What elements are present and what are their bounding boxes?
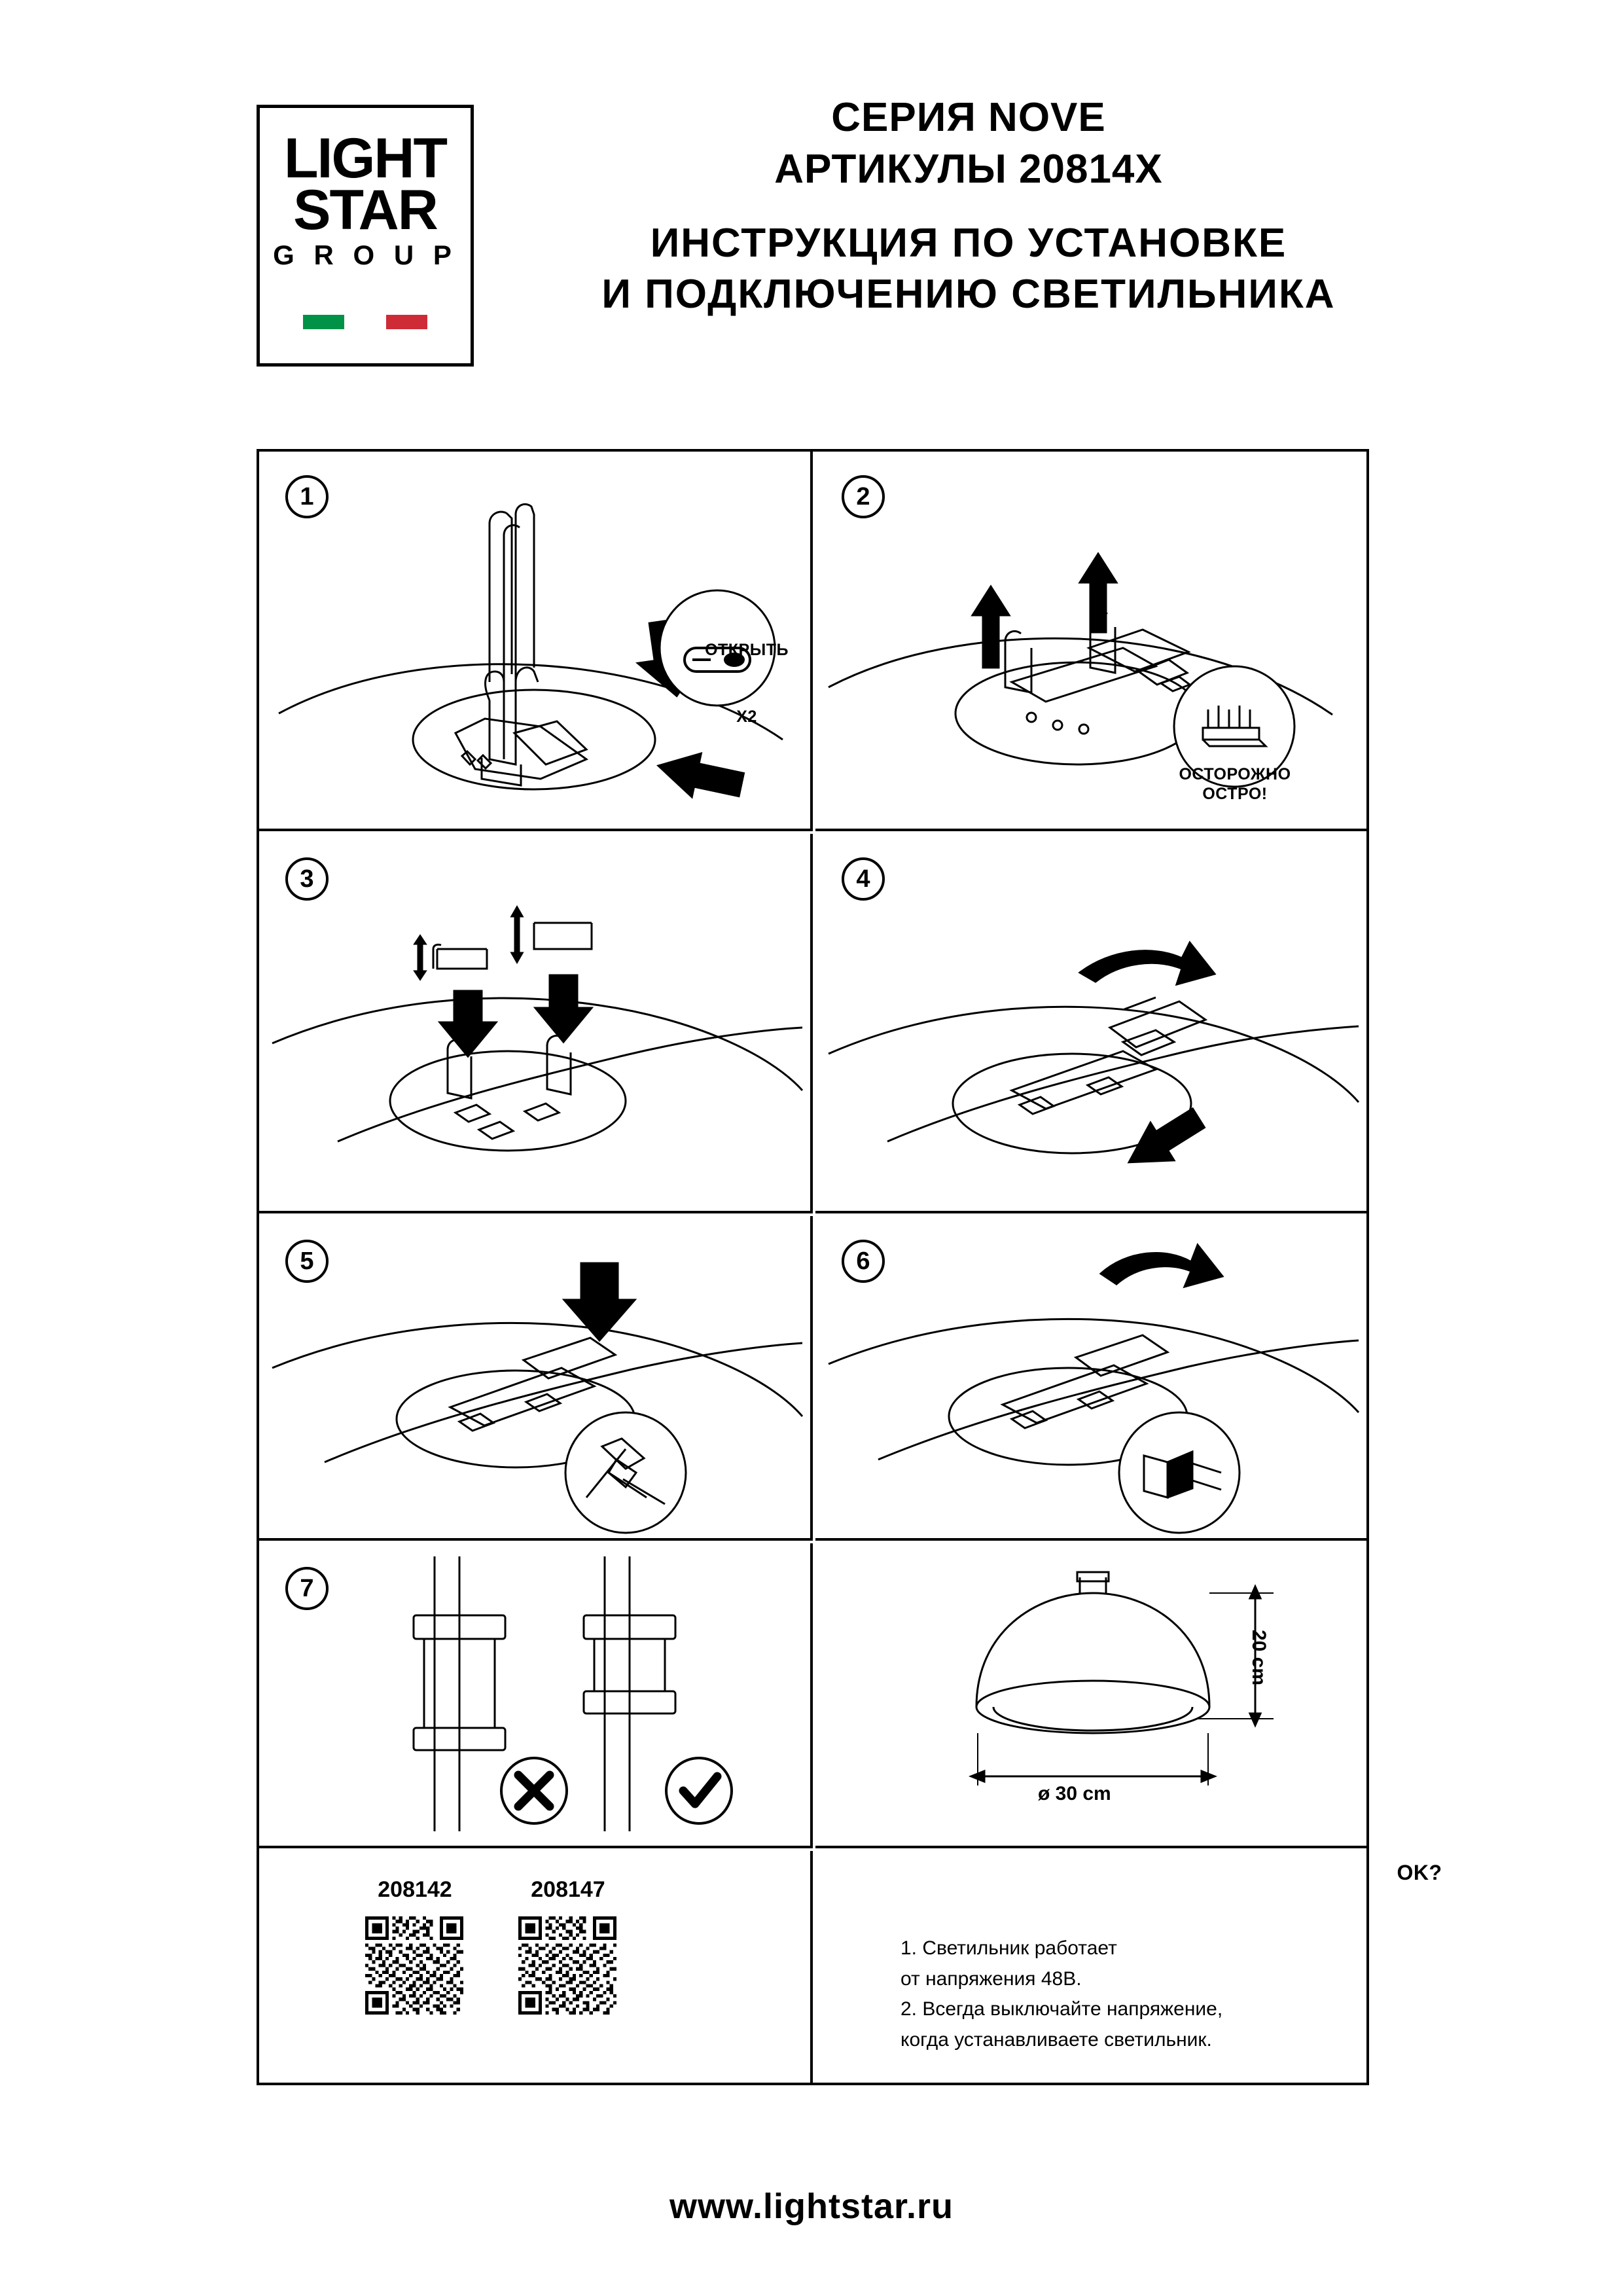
arrow-down-icon-right	[535, 975, 592, 1042]
step-3-number: 3	[285, 857, 329, 901]
italy-flag-icon	[303, 315, 427, 329]
warning-line-2: ОСТРО!	[1202, 785, 1268, 803]
code-label-1: 208142	[378, 1877, 452, 1902]
step-5-illustration	[259, 1216, 813, 1541]
instruction-grid	[257, 449, 1442, 2085]
arrow-left-icon	[654, 745, 746, 807]
step-4-illustration	[815, 834, 1369, 1213]
step-1-x2-label: X2	[736, 708, 757, 726]
arrow-curved-icon	[1080, 942, 1215, 984]
footer-website[interactable]: www.lightstar.ru	[669, 2187, 954, 2226]
logo-line-1: LIGHT	[284, 127, 446, 190]
height-dimension-label: 20 cm	[1248, 1630, 1270, 1686]
step-1-cell	[259, 452, 813, 831]
step-1-number: 1	[285, 475, 329, 518]
step-3-illustration	[259, 834, 813, 1213]
step-4-cell	[815, 834, 1369, 1213]
step-2-warning-label	[1174, 764, 1296, 804]
logo-text-block	[260, 127, 471, 271]
step-6-ok-text: OK?	[1397, 1861, 1442, 1884]
step-3-cell	[259, 834, 813, 1213]
step-6-number: 6	[842, 1240, 885, 1283]
brand-logo	[257, 105, 474, 367]
arrow-up-icon-right	[1080, 554, 1116, 632]
qr-code-208147[interactable]	[518, 1916, 616, 2015]
arrow-up-right-icon	[1117, 1100, 1211, 1181]
arrow-curved-icon	[1101, 1245, 1222, 1287]
step-5-cell	[259, 1216, 813, 1541]
qr-code-208142[interactable]	[365, 1916, 463, 2015]
instruction-line-1: ИНСТРУКЦИЯ ПО УСТАНОВКЕ	[650, 220, 1287, 266]
note-line-2: от напряжения 48В.	[901, 1967, 1082, 1990]
diameter-dimension-label: ø 30 cm	[1038, 1783, 1111, 1804]
step-1-open-label: ОТКРЫТЬ	[705, 641, 789, 659]
dimensions-cell	[815, 1543, 1369, 1848]
note-line-3: 2. Всегда выключайте напряжение,	[901, 1998, 1223, 2020]
step-7-illustration	[259, 1543, 813, 1848]
step-2-number: 2	[842, 475, 885, 518]
step-2-cell	[815, 452, 1369, 831]
arrow-up-icon-left	[972, 586, 1009, 668]
article-title: АРТИКУЛЫ 20814X	[774, 147, 1163, 192]
step-5-number: 5	[285, 1240, 329, 1283]
logo-line-2: STAR	[293, 179, 437, 242]
instruction-line-2: И ПОДКЛЮЧЕНИЮ СВЕТИЛЬНИКА	[601, 271, 1336, 317]
code-label-2: 208147	[531, 1877, 605, 1902]
step-7-cell	[259, 1543, 813, 1848]
step-6-illustration	[815, 1216, 1369, 1541]
header-titles	[510, 92, 1427, 320]
step-4-number: 4	[842, 857, 885, 901]
notes-text	[901, 1933, 1359, 2055]
qr-codes-cell	[259, 1851, 813, 2085]
note-line-1: 1. Светильник работает	[901, 1937, 1117, 1959]
series-title: СЕРИЯ NOVE	[831, 95, 1106, 140]
page-header	[0, 0, 1623, 406]
note-line-4: когда устанавливаете светильник.	[901, 2028, 1212, 2051]
notes-cell	[815, 1851, 1369, 2085]
step-6-cell	[815, 1216, 1369, 1541]
warning-line-1: ОСТОРОЖНО	[1179, 765, 1291, 783]
arrow-down-icon	[564, 1263, 635, 1340]
step-7-number: 7	[285, 1567, 329, 1610]
logo-line-3: G R O U P	[273, 240, 457, 271]
